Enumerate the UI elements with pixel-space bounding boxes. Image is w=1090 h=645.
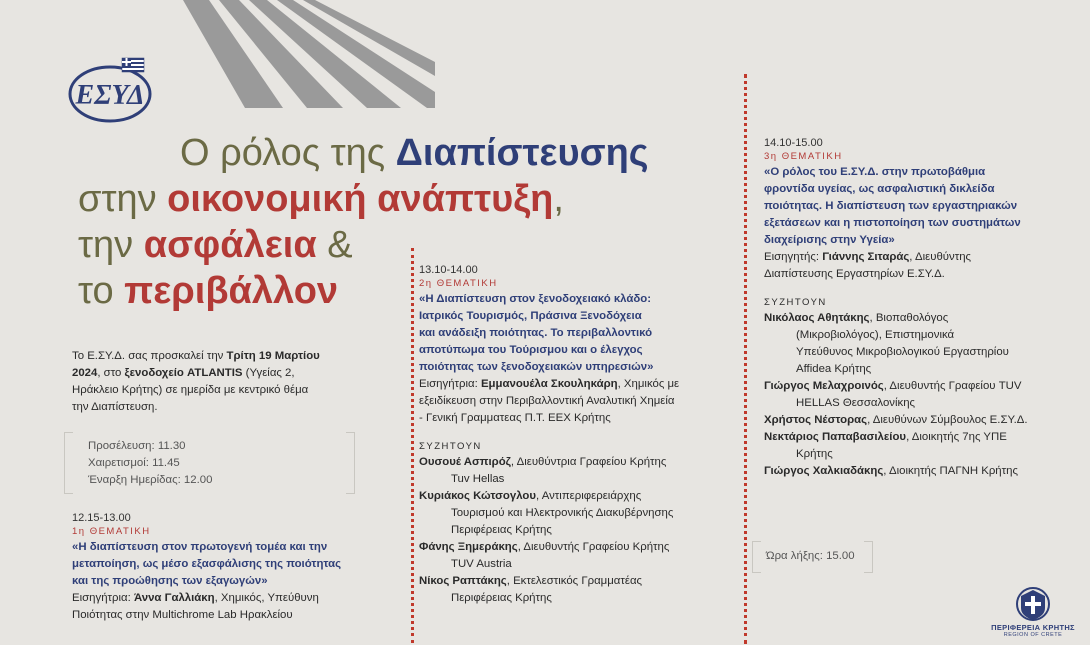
list-item: Χρήστος Νέστορας, Διευθύνων Σύμβουλος Ε.ΣΥ.Δ. [764,414,1028,426]
list-item: Κυριάκος Κώτσογλου, Αντιπεριφερειάρχης Τουρισμού και Ηλεκτρονικής Διακυβέρνησης Περιφέρειας Κρήτης [419,490,674,536]
session-3 [764,137,1084,480]
region-crete-logo [978,586,1088,638]
schedule-bracket-right [346,432,355,494]
end-time: Ώρα λήξης: 15.00 [766,550,855,562]
title-line-1: Ο ρόλος της Διαπίστευσης [180,132,649,174]
greek-emblem-icon [1015,586,1051,622]
decorative-stripes [175,0,435,108]
session-2-speaker: Εισηγήτρια: Εμμανουέλα Σκουληκάρη, Χημικός με εξειδίκευση στην Περιβαλλοντική Αναλυτική Χημεία - Γενική Γραμματεας Π.Τ. ΕΕΧ Κρήτης [419,378,680,424]
session-2-label: 2η ΘΕΜΑΤΙΚΗ [419,278,498,289]
session-1 [72,512,412,624]
session-1-title: «Η διαπίστευση στον πρωτογενή τομέα και την μεταποίηση, ως μέσο εξασφάλισης της ποιότητας και της προώθησης των εξαγωγών» [72,541,342,587]
session-1-label: 1η ΘΕΜΑΤΙΚΗ [72,526,151,537]
session-3-speaker: Εισηγητής: Γιάννης Σιταράς, Διευθύντης Διαπίστευσης Εργαστηρίων Ε.ΣΥ.Δ. [764,251,972,280]
title-line-2: στην οικονομική ανάπτυξη, [78,178,564,220]
session-3-panel-label: ΣΥΖΗΤΟΥΝ [764,297,827,308]
intro-paragraph: Το Ε.ΣΥ.Δ. σας προσκαλεί την Τρίτη 19 Μαρτίου 2024, στο ξενοδοχείο ATLANTIS (Υγείας 2, Ηράκλειο Κρήτης) σε ημερίδα με κεντρικό θέμα την Διαπίστευση. [72,350,320,413]
session-2-title: «Η Διαπίστευση στον ξενοδοχειακό κλάδο: Ιατρικός Τουρισμός, Πράσινα Ξενοδόχεια και ανάδειξη ποιότητας. Το περιβαλλοντικό αποτύπωμα του Τούρισμου και ο έλεγχος ποιότητας των ξενοδοχειακών υπηρεσιών» [419,293,654,373]
list-item: Νικόλαος Αθητάκης, Βιοπαθολόγος (Μικροβιολόγος), Επιστημονικά Υπεύθυνος Μικροβιολογικού Εργαστηρίου Affidea Κρήτης [764,312,1009,375]
esyd-logo [66,56,158,126]
region-sub: REGION OF CRETE [1003,632,1063,638]
schedule-list [88,438,212,489]
region-name: ΠΕΡΙΦΕΡΕΙΑ ΚΡΗΤΗΣ [991,623,1075,632]
session-3-title: «Ο ρόλος του Ε.ΣΥ.Δ. στην πρωτοβάθμια φροντίδα υγείας, ως ασφαλιστική δικλείδα ποιότητας. Η διαπίστευση των εργαστηριακών εξετάσεων και η πιστοποίηση των συστημάτων διαχείρισης στην Υγεία» [764,166,1021,246]
divider-right [744,74,747,644]
session-2-time: 13.10-14.00 [419,264,478,276]
session-2-panel [419,454,739,607]
session-2-panel-label: ΣΥΖΗΤΟΥΝ [419,441,482,452]
session-3-label: 3η ΘΕΜΑΤΙΚΗ [764,151,843,162]
end-time-bracket-left [752,541,761,573]
list-item: Φάνης Ξημεράκης, Διευθυντής Γραφείου Κρήτης TUV Austria [419,541,670,570]
divider-left [411,248,414,643]
session-2 [419,264,739,607]
title-line-4: το περιβάλλον [78,270,339,312]
list-item: Ουσουέ Ασπιρόζ, Διευθύντρια Γραφείου Κρήτης Tuv Hellas [419,456,667,485]
list-item: Νεκτάριος Παπαβασιλείου, Διοικητής 7ης ΥΠΕ Κρήτης [764,431,1007,460]
end-time-bracket-right [864,541,873,573]
title-line-3: την ασφάλεια & [78,224,353,266]
session-3-panel [764,310,1084,480]
list-item: Γιώργος Μελαχροινός, Διευθυντής Γραφείου TUV HELLAS Θεσσαλονίκης [764,380,1022,409]
schedule-start: Έναρξη Ημερίδας: 12.00 [88,474,213,486]
list-item: Γιώργος Χαλκιαδάκης, Διοικητής ΠΑΓΝΗ Κρήτης [764,465,1018,477]
greek-flag-icon [122,58,144,72]
list-item: Νίκος Ραπτάκης, Εκτελεστικός Γραμματέας Περιφέρειας Κρήτης [419,575,643,604]
logo-text: ΕΣΥΔ [75,80,145,111]
schedule-bracket-left [64,432,73,494]
schedule-greetings: Χαιρετισμοί: 11.45 [88,457,180,469]
schedule-arrival: Προσέλευση: 11.30 [88,440,186,452]
session-1-time: 12.15-13.00 [72,512,131,524]
session-1-speaker: Εισηγήτρια: Άννα Γαλλιάκη, Χημικός, Υπεύθυνη Ποιότητας στην Multichrome Lab Ηρακλείου [72,592,319,621]
session-3-time: 14.10-15.00 [764,137,823,149]
